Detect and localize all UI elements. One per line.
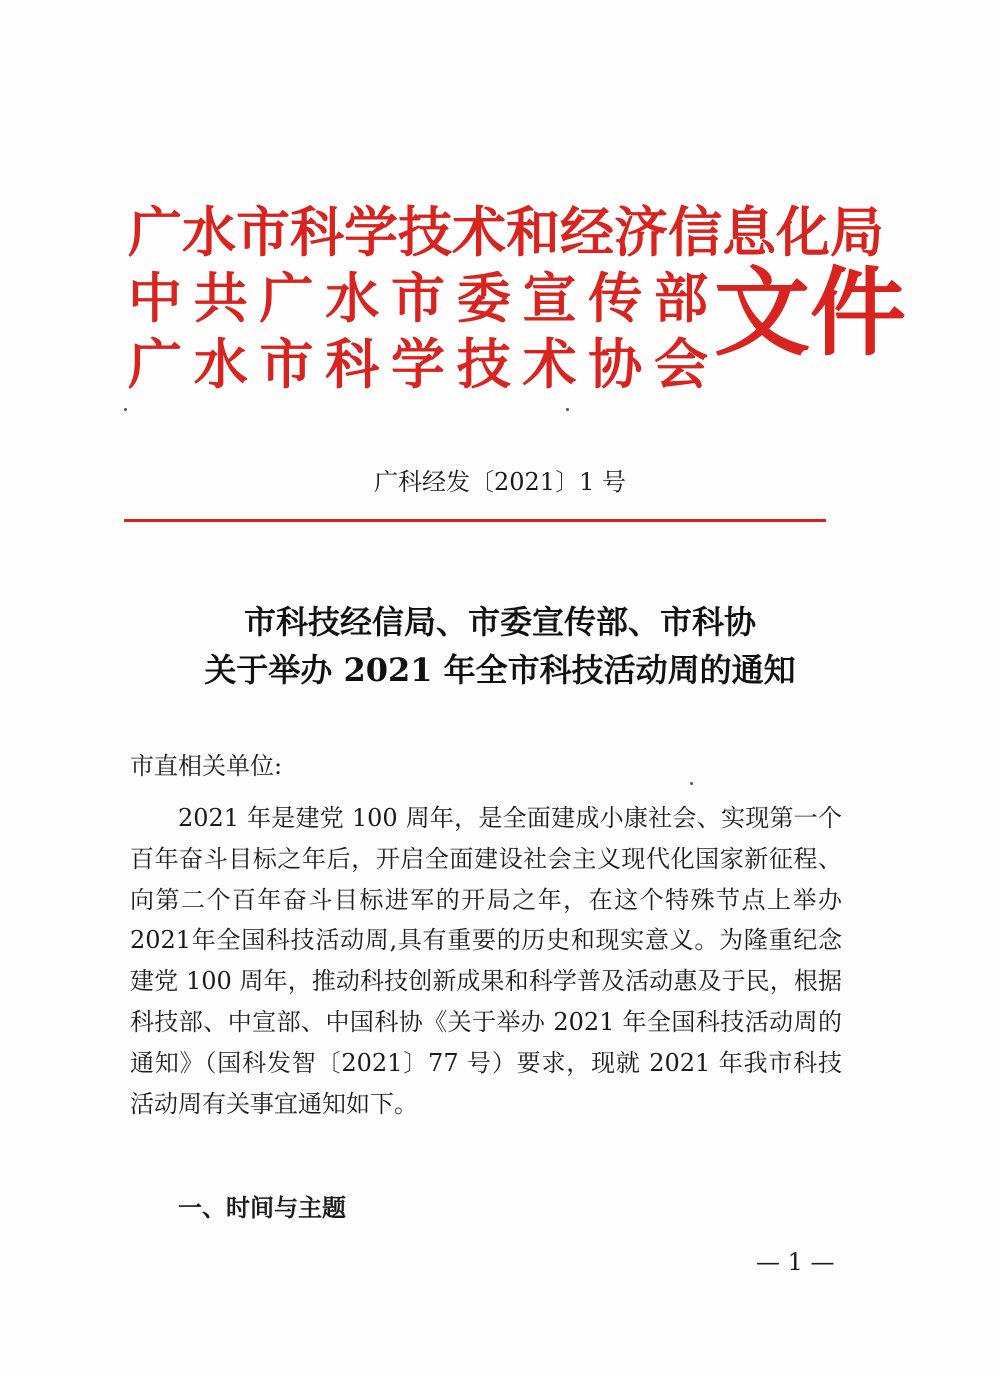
section-heading: 一、时间与主题 [178,1194,346,1222]
title-line-1: 市科技经信局、市委宣传部、市科协 [243,603,756,641]
red-separator-line [124,519,826,522]
document-number: 广科经发〔2021〕1 号 [374,468,626,496]
addressee: 市直相关单位: [130,752,283,780]
page-number: — 1 — [756,1248,835,1276]
body-paragraph: 2021 年是建党 100 周年，是全面建成小康社会、实现第一个百年奋斗目标之年后，开启全面建设社会主义现代化国家新征程、向第二个百年奋斗目标进军的开局之年，在这个特殊节点上举办2021年全国科技活动周,具有重要的历史和现实意义。为隆重纪念建党 100 周年，推动科技创新成果和科学普及活动惠及于民，根据科技部、中宣部、中国科协《关于举办 2021 年全国科技活动周的通知》（国科发智〔2021〕77 号）要求，现就 2021 年我市科技活动周有关事宜通知如下。 [130,804,842,1118]
scan-speck [124,408,127,411]
title-line-2: 关于举办 2021 年全市科技活动周的通知 [204,651,796,689]
issuer-name: 中共广水市委宣传部 [128,267,708,330]
scan-speck [566,408,569,411]
document-title [0,598,1000,694]
issuer-name: 广水市科学技术协会 [128,333,708,396]
document-type-label: 文件 [714,257,906,369]
scan-speck [690,782,693,785]
issuer-name: 广水市科学技术和经济信息化局 [128,201,884,264]
